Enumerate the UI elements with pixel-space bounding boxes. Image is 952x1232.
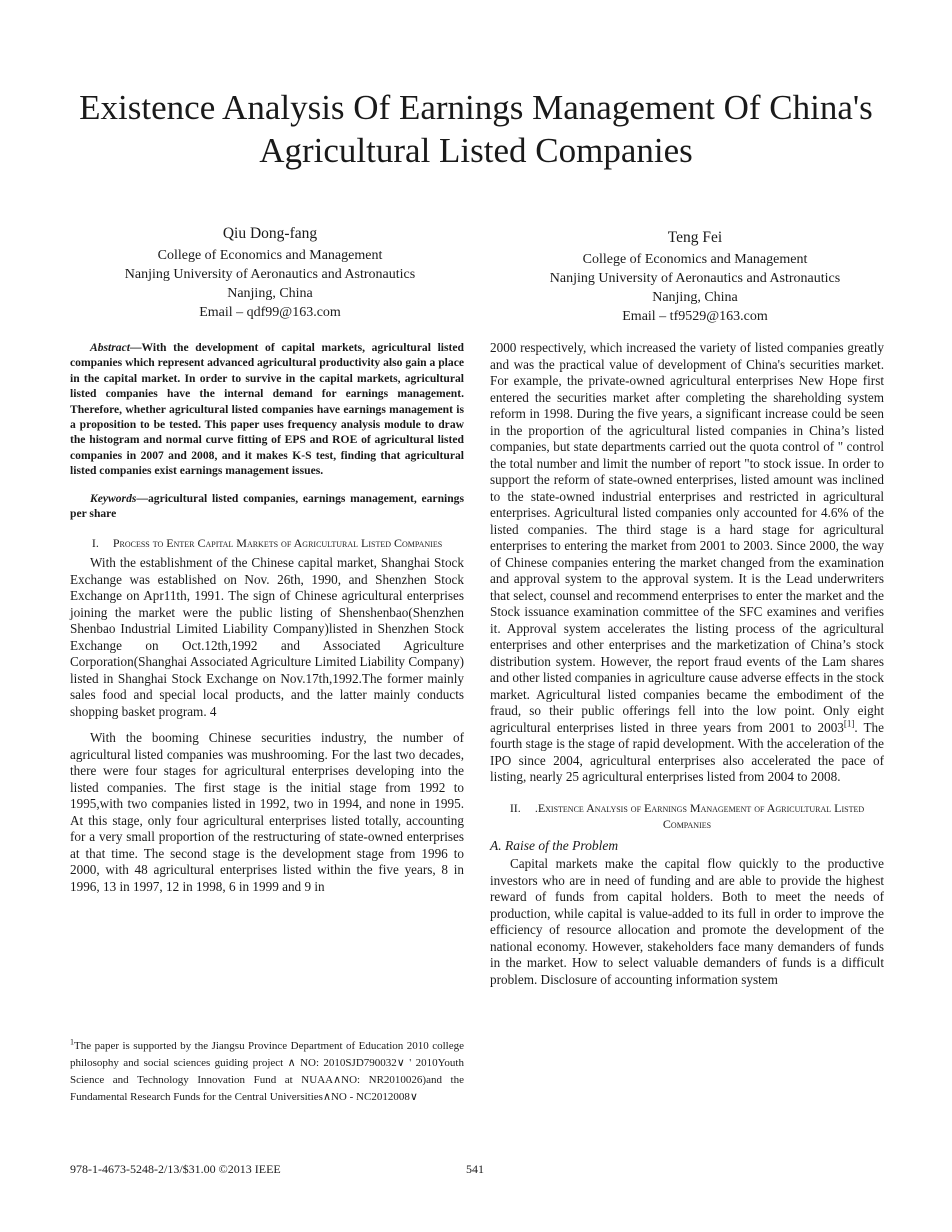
paragraph: With the establishment of the Chinese capital market, Shanghai Stock Exchange was established on Nov. 26th, 1990, and Shenzhen Stock Exchange on Apr11th, 1991. The sign of Chinese agricultural enterprises joining the market were the public listing of Shenshenbao(Shenzhen Shenbao Industrial Limited Liability Company)listed in Shenzhen Stock Exchange on Oct.12th,1992 and Associated Agriculture Corporation(Shanghai Associated Agriculture Limited Liability Company) listed in Shanghai Stock Exchange on Nov.17th,1992.The former mainly sales food and special local products, and the latter mainly conducts shopping basket program. 4 [70, 555, 464, 719]
author-city: Nanjing, China [652, 290, 738, 305]
author-email: Email – tf9529@163.com [622, 309, 768, 324]
author-city: Nanjing, China [227, 286, 313, 301]
author-univ: Nanjing University of Aeronautics and Astronautics [124, 267, 416, 282]
abstract-label: Abstract [90, 341, 130, 354]
footnote-mark: 1 [70, 1037, 74, 1047]
citation[interactable]: [1] [843, 718, 855, 729]
section-number: II. [509, 800, 521, 815]
author-email: Email – qdf99@163.com [199, 305, 341, 320]
paragraph [490, 340, 884, 786]
subsection-heading: A. Raise of the Problem [490, 837, 619, 853]
section-title: .Existence Analysis of Earnings Management of Agricultural Listed Companies [534, 800, 865, 831]
author-dept: College of Economics and Management [157, 248, 383, 263]
keywords-label: Keywords [90, 491, 137, 505]
paragraph: With the booming Chinese securities industry, the number of agricultural listed companies was mushrooming. For the last two decades, there were four stages for agricultural enterprises developing into the listed companies. The first stage is the initial stage from 1992 to 1995,with two companies listed in 1992, two in 1994, and none in 1995. At this stage, only four agricultural enterprises listed totally, accounting for a very small proportion of the restructuring of state-owned enterprises at that time. The second stage is the development stage from 1996 to 2000, with 48 agricultural enterprises listed within the five years, 8 in 1996, 13 in 1997, 12 in 1998, 6 in 1999 and 9 in [70, 730, 464, 894]
section-heading-1 [70, 535, 464, 551]
right-column [490, 340, 884, 988]
left-column [70, 340, 464, 895]
footnote [70, 1038, 464, 1106]
author-univ: Nanjing University of Aeronautics and Astronautics [549, 271, 841, 286]
author-name: Teng Fei [667, 229, 723, 246]
keywords-text: —agricultural listed companies, earnings management, earnings per share [70, 491, 464, 521]
section-title: Process to Enter Capital Markets of Agricultural Listed Companies [112, 536, 443, 551]
paper-title: Existence Analysis Of Earnings Management Of China's Agricultural Listed Companies [79, 88, 873, 170]
author-name: Qiu Dong-fang [222, 225, 318, 242]
section-heading-2 [490, 800, 884, 832]
paragraph: Capital markets make the capital flow quickly to the productive investors who are in need of funding and are able to provide the highest reward of funds from capital holders. Both to meet the needs of production, while capital is value-added to its full in order to improve the efficiency of resource allocation and promote the development of the national economy. However, stakeholders face many demanders of funds in the market. How to select valuable demanders of funds is a difficult problem. Disclosure of accounting information system [490, 856, 884, 987]
abstract-text: —With the development of capital markets, agricultural listed companies which represent advanced agricultural productivity also gain a place in the capital market. In order to survive in the capital markets, agricultural listed companies have the internal demand for earnings management. Therefore, whether agricultural listed companies have earnings management is a proposition to be tested. This paper uses frequency analysis module to draw the histogram and normal curve fitting of EPS and ROE of agricultural listed companies in 2007 and 2008, and it makes K-S test, finding that agricultural listed companies exist earnings management issues. [70, 341, 464, 478]
keywords [70, 491, 464, 522]
author-block-1 [60, 224, 480, 322]
paragraph-text: 2000 respectively, which increased the variety of listed companies greatly and was the practical value of development of China's securities market. For example, the private-owned agricultural enterprises New Hope first entered the securities market after completing the shareholding system reform in 1998. During the five years, a significant increase could be seen in the proportion of the agricultural listed companies in China’s listed companies, but state departments carried out the quota control of " control the total number and limit the number of report "to stock issue. In order to support the reform of state-owned enterprises, listed amount was inclined to the state-owned industrial enterprises and restricted in agricultural enterprises. Agricultural listed companies only accounted for 4.6% of the listed companies. The third stage is a hard stage for agricultural enterprises to entering the market from 2001 to 2003. Since 2000, the way of Chinese companies entering the market changed from the examination and approval system to the approval system. It is the Lead underwriters that select, counsel and recommend enterprises to enter the market and the Stock issuance examination committee of the SFC examines and verifies it. Approval system accelerates the listing process of the agricultural enterprises and other enterprises and the marketization of China’s stock distribution system. However, the report fraud events of the Lam shares and other listed companies in agriculture cause adverse effects in the stock market. Agricultural listed companies became the embodiment of the fraud, so their public offerings fell into the low point. Only eight agricultural enterprises listed in three years from 2001 to 2003 [490, 340, 884, 735]
paragraph-text: . The fourth stage is the stage of rapid development. With the acceleration of the IPO since 2004, agricultural enterprises also accelerated the pace of listing, nearly 25 agricultural enterprises listed from 2004 to 2008. [490, 719, 884, 784]
author-dept: College of Economics and Management [582, 252, 808, 267]
page-number: 541 [466, 1162, 484, 1176]
abstract [70, 340, 464, 479]
section-number: I. [91, 536, 99, 551]
author-block-2 [485, 228, 905, 326]
footnote-text: The paper is supported by the Jiangsu Province Department of Education 2010 college philosophy and social sciences guiding project ∧ NO: 2010SJD790032∨ ' 2010Youth Science and Technology Innovation Fund at NUAA∧NO: NR2010026)and the Fundamental Research Funds for the Central Universities∧NO - NC2012008∨ [70, 1040, 464, 1103]
footer-isbn: 978-1-4673-5248-2/13/$31.00 ©2013 IEEE [70, 1162, 281, 1176]
